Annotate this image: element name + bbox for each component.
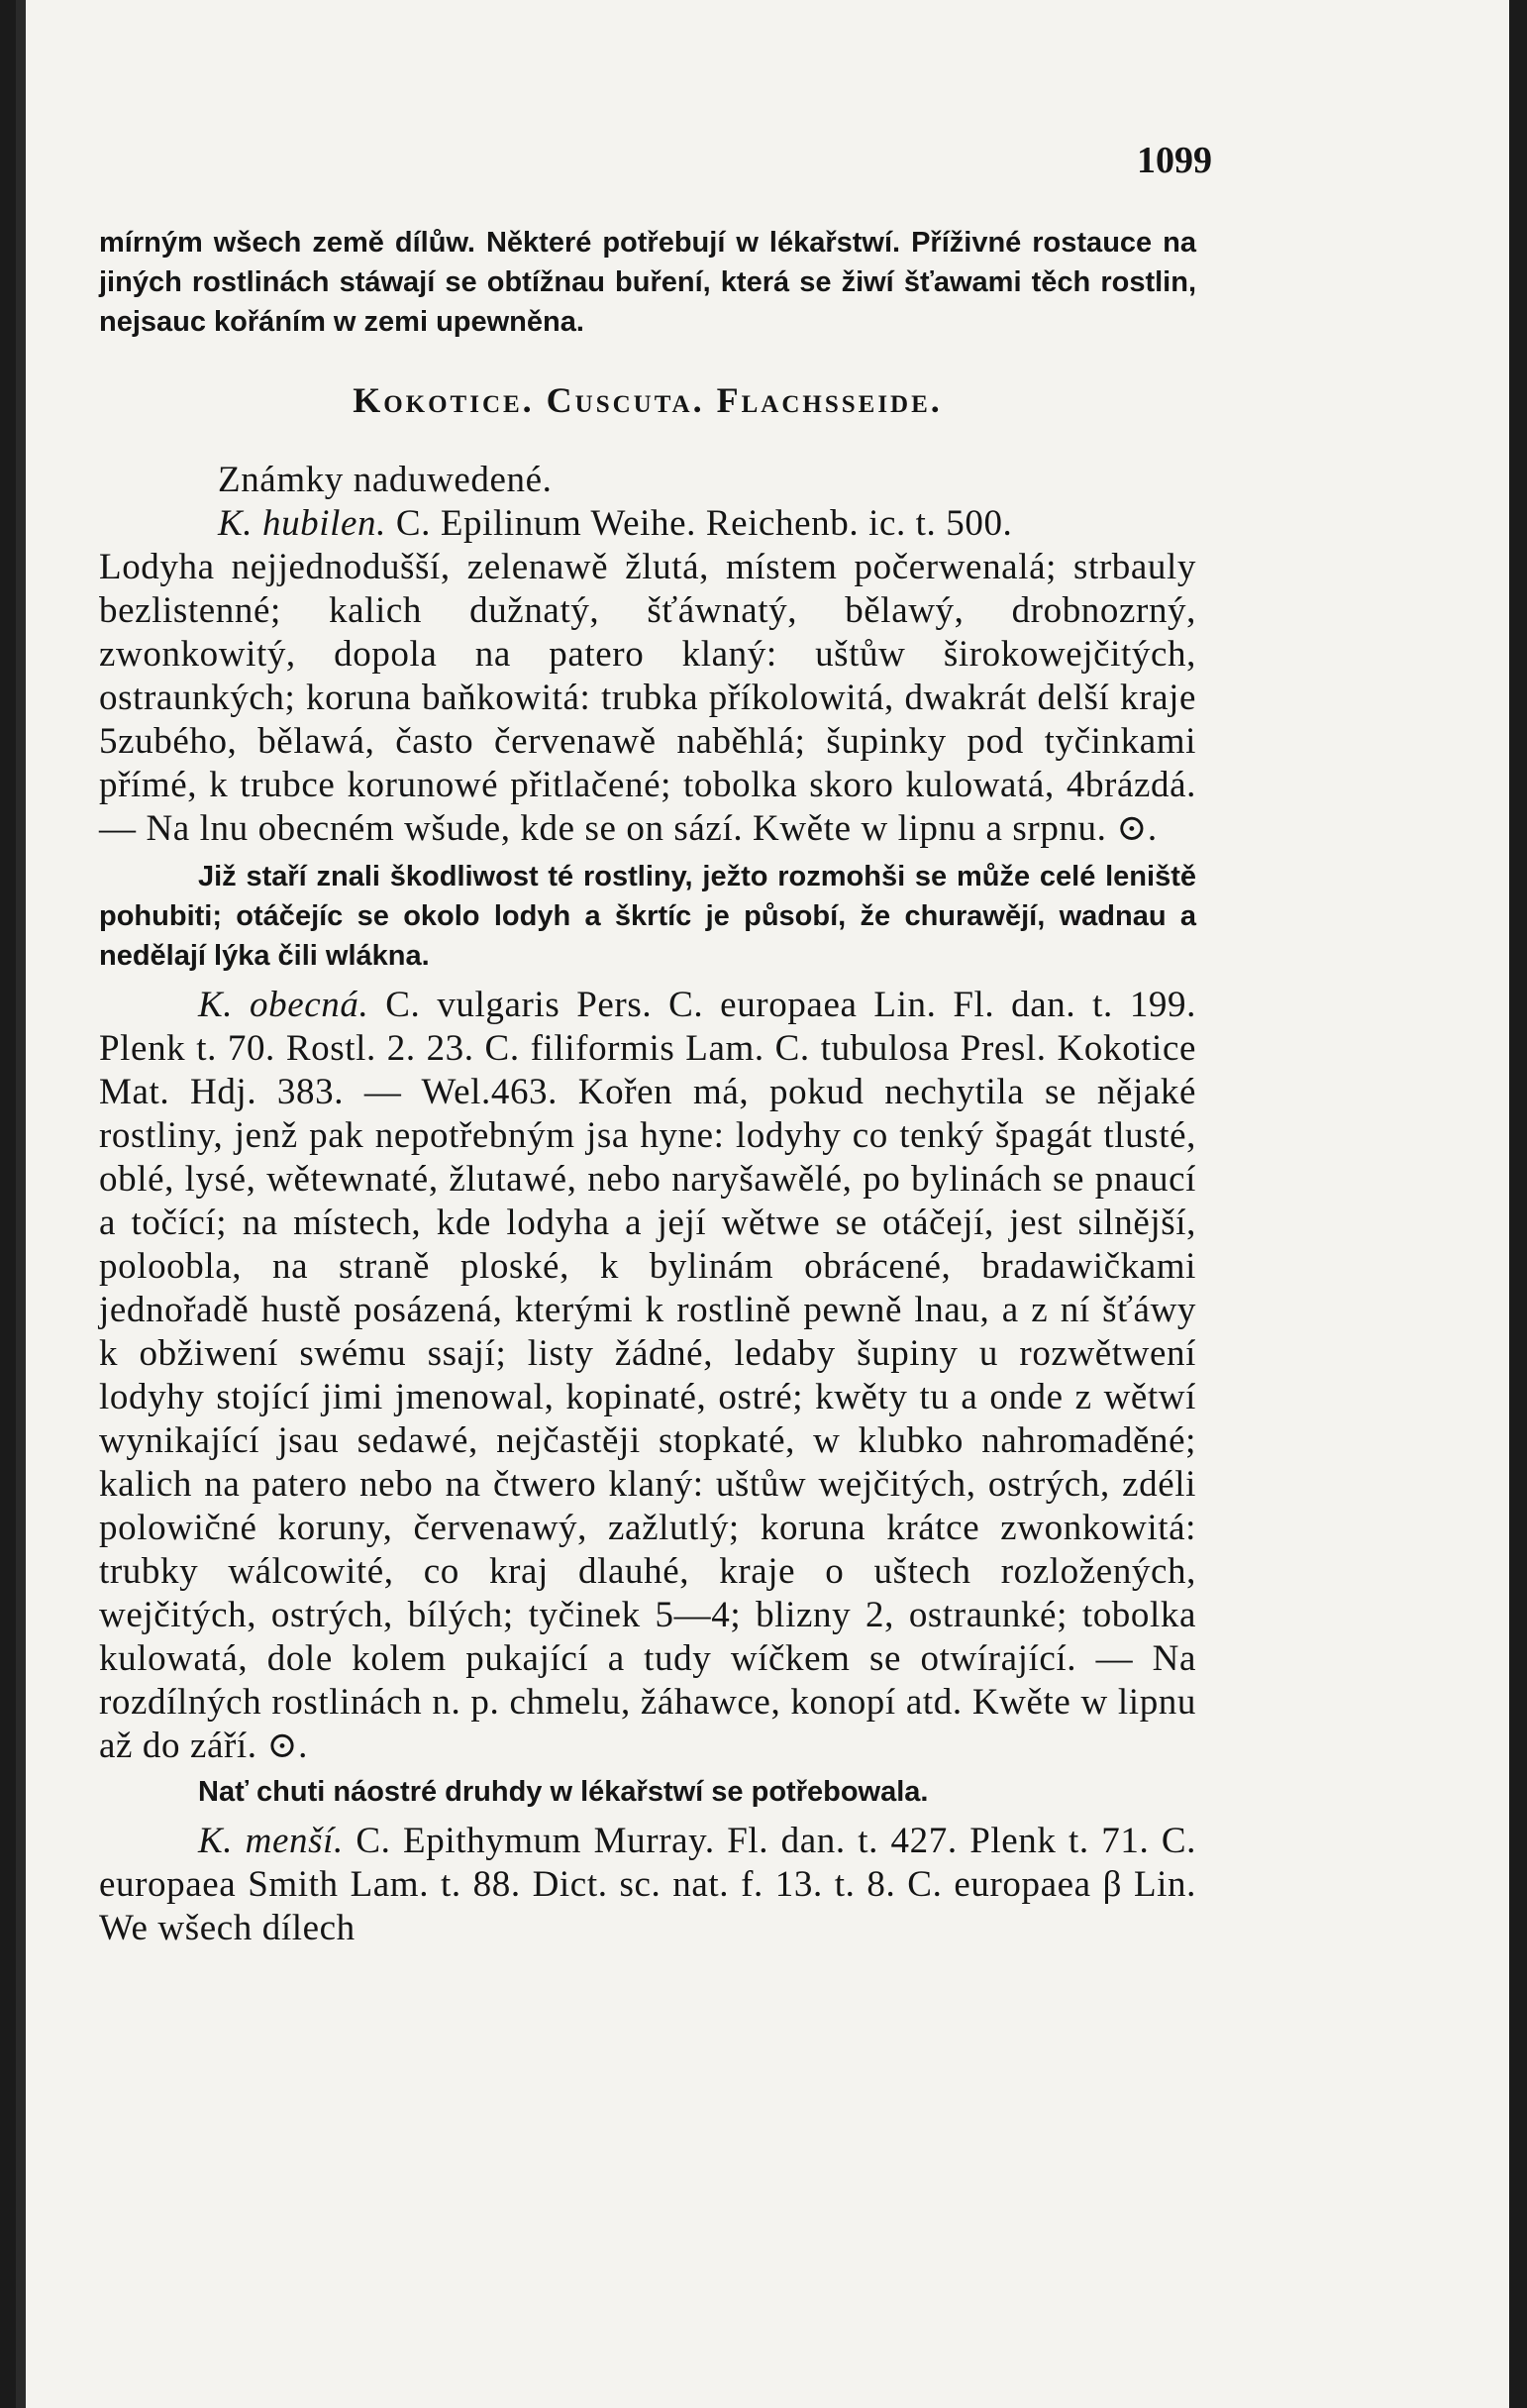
species1-synonyms: C. Epilinum Weihe. Reichenb. ic. t. 500. [395, 503, 1013, 544]
intro-line: Známky naduwedené. [218, 460, 553, 500]
species2-description: C. vulgaris Pers. C. europaea Lin. Fl. dan. t. 199. Plenk t. 70. Rostl. 2. 23. C. filiformis Lam. C. tubulosa Presl. Kokotice Mat. Hdj. 383. — Wel.463. Kořen má, pokud nechytila se nějaké rostliny, jenž pak nepotřebným jsa hyne: lodyhy co tenký špagát tlusté, oblé, lysé, wětewnaté, žlutawé, nebo naryšawělé, po bylinách se pnaucí a točící; na místech, kde lodyha a její wětwe se otáčejí, jest silnější, poloobla, na straně ploské, k bylinám obrácené, bradawičkami jednořadě hustě posázená, kterými k rostlině pewně lnau, a z ní šťáwy k obžiwení swému ssají; listy žádné, ledaby šupiny u rozwětwení lodyhy stojící jimi jmenowal, kopinaté, ostré; kwěty tu a onde z wětwí wynikající jsau sedawé, nejčastěji stopkaté, w klubko nahromaděné; kalich na patero nebo na čtwero klaný: uštůw wejčitých, ostrých, zdéli polowičné koruny, červenawý, zažlutlý; koruna krátce zwonkowitá: trubky wálcowité, co kraj dlauhé, kraje o uštech rozložených, wejčitých, ostrých, bílých; tyčinek 5—4; blizny 2, ostraunké; tobolka kulowatá, dole kolem pukající a tudy wíčkem se otwírající. — Na rozdílných rostlinách n. p. chmelu, žáhawce, konopí atd. Kwěte w lipnu až do září. ⊙. [99, 985, 1196, 1766]
species1-description: Lodyha nejjednodušší, zelenawě žlutá, místem počerwenalá; strbauly bezlistenné; kalich dužnatý, šťáwnatý, bělawý, drobnozrný, zwonkowitý, dopola na patero klaný: uštůw širokowejčitých, ostraunkých; koruna baňkowitá: trubka příkolowitá, dwakrát delší kraje 5zubého, bělawá, často červenawě naběhlá; šupinky pod tyčinkami přímé, k trubce korunowé přitlačené; tobolka skoro kulowatá, 4brázdá. — Na lnu obecném wšude, kde se on sází. Kwěte w lipnu a srpnu. ⊙. [99, 547, 1196, 849]
species1-note: Již staří znali škodliwost té rostliny, ježto rozmohši se může celé leniště pohubiti; otáčejíc se okolo lodyh a škrtíc je působí, že churawějí, wadnau a nedělají lýka čili wlákna. [99, 861, 1196, 972]
species1-name: K. hubilen. [218, 503, 387, 544]
section-heading: Kokotice. Cuscuta. Flachsseide. [353, 380, 943, 420]
page-spine-shadow [16, 0, 26, 2408]
species1-header [99, 502, 1196, 546]
species2-paragraph [99, 984, 1196, 1768]
species3-paragraph [99, 1820, 1196, 1950]
species2-name: K. obecná. [198, 985, 369, 1025]
species3-description: C. Epithymum Murray. Fl. dan. t. 427. Plenk t. 71. C. europaea Smith Lam. t. 88. Dict. sc. nat. f. 13. t. 8. C. europaea β Lin. We wšech dílech [99, 1821, 1196, 1948]
species2-note: Nať chuti náostré druhdy w lékařstwí se potřebowala. [198, 1776, 929, 1808]
book-page [16, 0, 1509, 2408]
species3-name: K. menší. [198, 1821, 344, 1861]
page-number: 1099 [1137, 140, 1212, 181]
top-note: mírným wšech země dílůw. Některé potřebují w lékařstwí. Příživné rostauce na jiných rostlinách stáwají se obtížnau buření, která se žiwí šťawami těch rostlin, nejsauc kořáním w zemi upewněna. [99, 227, 1196, 338]
main-column [99, 223, 1196, 1950]
